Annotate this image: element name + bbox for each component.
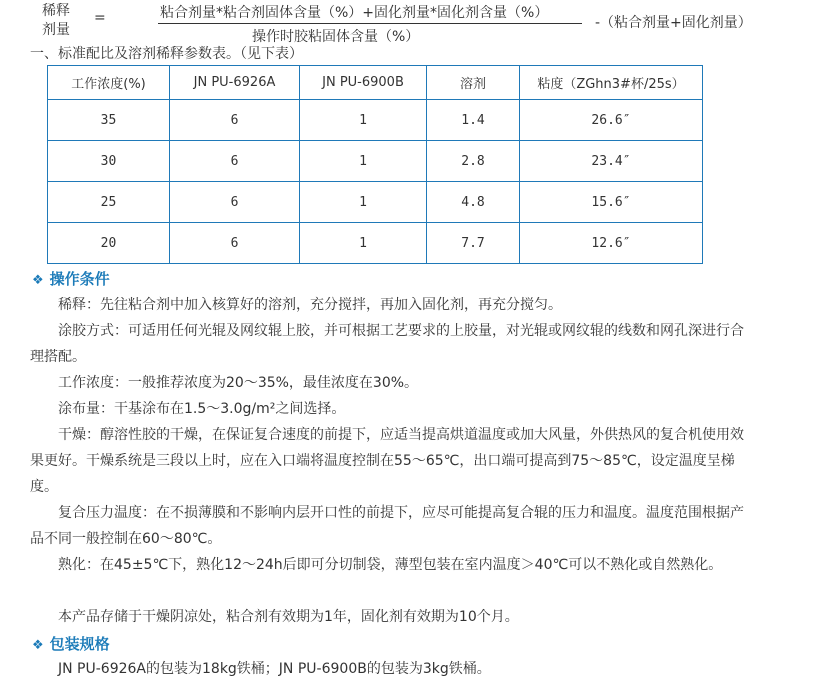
- table-cell: 30: [48, 141, 170, 182]
- packaging-title: 包装规格: [49, 635, 110, 653]
- table-cell: 6: [170, 182, 300, 223]
- para-packaging: [30, 656, 750, 682]
- table-cell: 1: [300, 100, 427, 141]
- header-6926a: JN PU-6926A: [170, 66, 300, 100]
- header-concentration: 工作浓度(%): [48, 66, 170, 100]
- table-cell: 1.4: [427, 100, 520, 141]
- packaging-heading: [32, 633, 110, 654]
- table-cell: 4.8: [427, 182, 520, 223]
- table-row: [48, 100, 703, 141]
- table-cell: 26.6″: [520, 100, 703, 141]
- para-drying: [30, 422, 750, 500]
- diamond-bullet-icon: ❖: [32, 638, 44, 653]
- para-packaging-text: JN PU-6926A的包装为18kg铁桶；JN PU-6900B的包装为3kg铁桶。: [58, 661, 491, 677]
- formula-lhs-line1: 稀释: [42, 3, 70, 19]
- header-solvent: 溶剂: [427, 66, 520, 100]
- operating-conditions-title: 操作条件: [49, 270, 110, 288]
- table-cell: 12.6″: [520, 223, 703, 264]
- table-cell: 23.4″: [520, 141, 703, 182]
- section-title: 一、标准配比及溶剂稀释参数表。（见下表）: [30, 46, 303, 62]
- formula-lhs-line2: 剂量: [42, 22, 70, 38]
- table-cell: 25: [48, 182, 170, 223]
- table-cell: 15.6″: [520, 182, 703, 223]
- formula-numerator: 粘合剂量*粘合剂固体含量（%）+固化剂量*固化剂含量（%）: [160, 5, 549, 21]
- para-curing: [30, 552, 750, 578]
- para-pressure-temperature-text: 复合压力温度：在不损薄膜和不影响内层开口性的前提下，应尽可能提高复合辊的压力和温度。温度范围根据产品不同一般控制在60～80℃。: [30, 505, 744, 547]
- para-working-concentration: [30, 370, 750, 396]
- table-cell: 1: [300, 223, 427, 264]
- diamond-bullet-icon: ❖: [32, 273, 44, 288]
- table-header-row: [48, 66, 703, 100]
- dilution-formula: [42, 2, 752, 45]
- table-row: [48, 182, 703, 223]
- table-cell: 6: [170, 100, 300, 141]
- para-pressure-temperature: [30, 500, 750, 552]
- para-working-concentration-text: 工作浓度：一般推荐浓度为20～35%，最佳浓度在30%。: [58, 375, 419, 391]
- dilution-parameter-table: [47, 65, 703, 264]
- formula-equals: =: [94, 10, 106, 26]
- operating-conditions-heading: [32, 268, 110, 289]
- header-6900b: JN PU-6900B: [300, 66, 427, 100]
- para-coating-amount-text: 涂布量：干基涂布在1.5～3.0g/m²之间选择。: [58, 401, 346, 417]
- formula-tail: -（粘合剂量+固化剂量）: [595, 15, 752, 31]
- table-cell: 2.8: [427, 141, 520, 182]
- formula-lhs: [42, 2, 70, 40]
- table-cell: 6: [170, 223, 300, 264]
- table-cell: 7.7: [427, 223, 520, 264]
- para-coating-method-text: 涂胶方式：可适用任何光辊及网纹辊上胶，并可根据工艺要求的上胶量，对光辊或网纹辊的线数和网孔深进行合理搭配。: [30, 323, 744, 365]
- para-storage-text: 本产品存储于干燥阴凉处，粘合剂有效期为1年，固化剂有效期为10个月。: [58, 609, 519, 625]
- fraction-bar: [158, 23, 582, 24]
- table-cell: 6: [170, 141, 300, 182]
- header-viscosity: 粘度（ZGhn3#杯/25s）: [520, 66, 703, 100]
- para-curing-text: 熟化：在45±5℃下，熟化12～24h后即可分切制袋，薄型包装在室内温度＞40℃可以不熟化或自然熟化。: [58, 557, 723, 573]
- para-drying-text: 干燥：醇溶性胶的干燥，在保证复合速度的前提下，应适当提高烘道温度或加大风量，外供热风的复合机使用效果更好。干燥系统是三段以上时，应在入口端将温度控制在55～65℃，出口端可提高到75～85℃，设定温度呈梯度。: [30, 427, 744, 495]
- formula-denominator: 操作时胶粘固体含量（%）: [252, 29, 420, 45]
- table-cell: 35: [48, 100, 170, 141]
- para-dilution-text: 稀释：先往粘合剂中加入核算好的溶剂，充分搅拌，再加入固化剂，再充分搅匀。: [58, 297, 562, 313]
- table-cell: 20: [48, 223, 170, 264]
- para-coating-amount: [30, 396, 750, 422]
- para-dilution: [30, 292, 750, 318]
- para-coating-method: [30, 318, 750, 370]
- table-row: [48, 141, 703, 182]
- table-row: [48, 223, 703, 264]
- para-storage: [30, 604, 750, 630]
- table-cell: 1: [300, 141, 427, 182]
- table-cell: 1: [300, 182, 427, 223]
